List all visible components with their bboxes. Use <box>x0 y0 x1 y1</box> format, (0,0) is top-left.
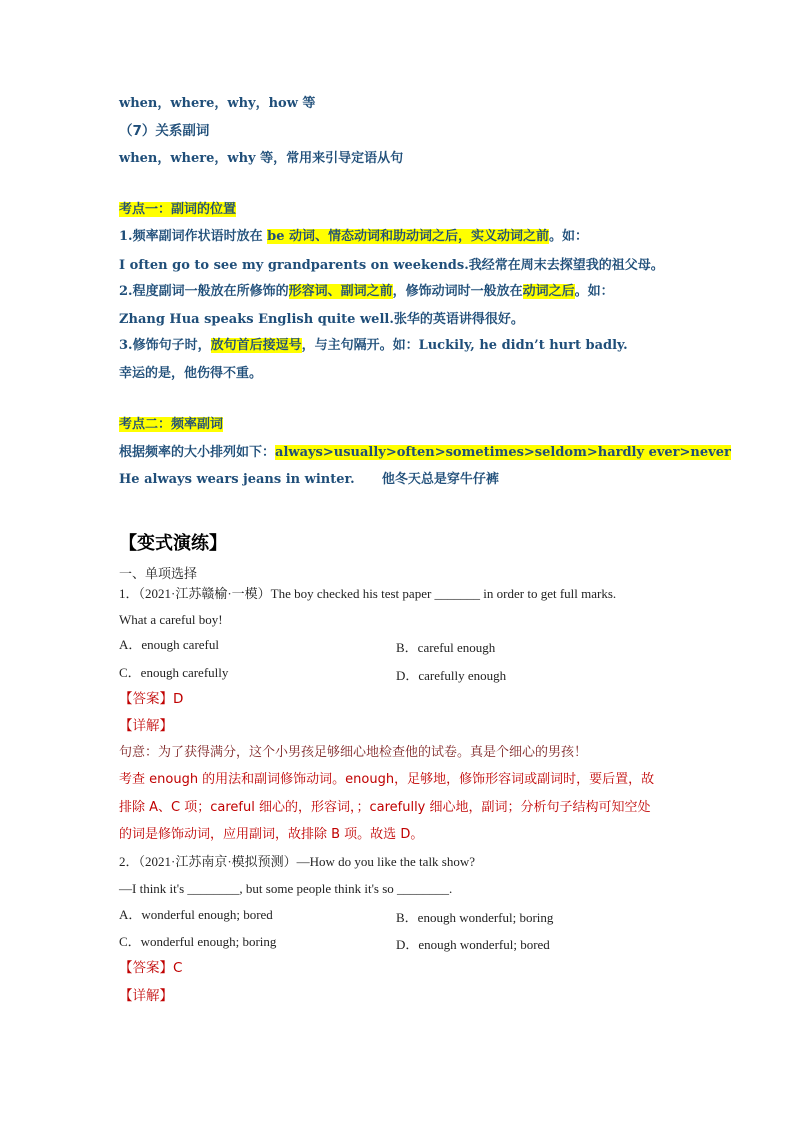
q2-answer-label: 【答案】 <box>119 960 173 976</box>
rule2-part-a: 2.程度副词一般放在所修饰的 <box>119 284 289 299</box>
q1-answer-label: 【答案】 <box>119 691 173 707</box>
rule3-highlight: 放句首后接逗号 <box>210 338 302 353</box>
point1-rule1 <box>119 229 588 245</box>
point1-example1: I often go to see my grandparents on weekends.我经常在周末去探望我的祖父母。 <box>119 258 664 273</box>
text-line-question-words: when，where，why，how 等 <box>119 96 316 111</box>
q2-answer <box>119 960 182 976</box>
point1-title-text: 考点一：副词的位置 <box>119 202 237 217</box>
rule1-part-c: 。如： <box>549 229 589 244</box>
q2-stem: 2．（2021·江苏南京·模拟预测）—How do you like the talk show? <box>119 854 476 869</box>
q2-answer-value: C <box>173 960 183 976</box>
frequency-order-highlight: always>usually>often>sometimes>seldom>hardly ever>never <box>275 445 731 460</box>
rule3-part-a: 3.修饰句子时， <box>119 338 211 353</box>
q2-option-d: D．enough wonderful; bored <box>396 937 550 952</box>
q1-detail-line-3: 排除 A、C 项；careful 细心的，形容词，；carefully 细心地，副词；分析句子结构可知空处 <box>119 800 651 815</box>
rule1-highlight: be 动词、情态动词和助动词之后，实义动词之前 <box>267 229 549 244</box>
q1-option-c: C．enough carefully <box>119 665 229 680</box>
point2-rule <box>119 445 731 461</box>
q1-stem: 1．（2021·江苏赣榆·一模）The boy checked his test paper _______ in order to get full marks. <box>119 586 617 601</box>
practice-section-title: 一、单项选择 <box>119 567 198 582</box>
q2-option-b: B．enough wonderful; boring <box>396 910 554 925</box>
point2-title <box>119 417 223 433</box>
q1-option-d: D．carefully enough <box>396 668 507 683</box>
q1-option-a: A．enough careful <box>119 637 219 652</box>
rule2-part-c: ，修饰动词时一般放在 <box>392 284 523 299</box>
rule2-highlight-2: 动词之后 <box>522 284 575 299</box>
point1-rule2 <box>119 284 614 300</box>
point1-example2: Zhang Hua speaks English quite well.张华的英语讲得很好。 <box>119 312 524 327</box>
rule1-part-a: 1.频率副词作状语时放在 <box>119 229 268 244</box>
q2-option-a: A．wonderful enough; bored <box>119 907 273 922</box>
q1-detail-line-1: 句意：为了获得满分，这个小男孩足够细心地检查他的试卷。真是个细心的男孩！ <box>119 745 588 760</box>
rule3-part-c: ，与主句隔开。如：Luckily, he didn’t hurt badly. <box>301 338 628 353</box>
q1-detail-line-4: 的词是修饰动词，应用副词，故排除 B 项。故选 D。 <box>119 827 424 842</box>
q1-detail-label: 【详解】 <box>119 718 173 734</box>
q1-answer-value: D <box>173 691 184 707</box>
practice-heading: 【变式演练】 <box>119 533 227 554</box>
point2-title-text: 考点二：频率副词 <box>119 417 224 432</box>
q1-option-b: B．careful enough <box>396 640 496 655</box>
q1-stem-2: What a careful boy! <box>119 612 223 627</box>
rule2-part-e: 。如： <box>574 284 614 299</box>
q1-detail-line-2: 考查 enough 的用法和副词修饰动词。enough，足够地，修饰形容词或副词时，要后置，故 <box>119 772 655 787</box>
heading-relative-adverbs: （7）关系副词 <box>119 123 210 139</box>
point2-example: He always wears jeans in winter. 他冬天总是穿牛仔裤 <box>119 472 499 487</box>
point1-rule3 <box>119 338 628 354</box>
point2-rule-part-a: 根据频率的大小排列如下： <box>119 445 276 460</box>
text-line-relative-adverbs: when，where，why 等，常用来引导定语从句 <box>119 151 404 166</box>
q2-option-c: C．wonderful enough; boring <box>119 934 277 949</box>
point1-title <box>119 202 236 218</box>
point1-example3: 幸运的是，他伤得不重。 <box>119 366 263 381</box>
rule2-highlight-1: 形容词、副词之前 <box>288 284 393 299</box>
q2-stem-2: —I think it's ________, but some people think it's so ________. <box>119 881 453 896</box>
q2-detail-label: 【详解】 <box>119 988 173 1004</box>
q1-answer <box>119 691 183 707</box>
